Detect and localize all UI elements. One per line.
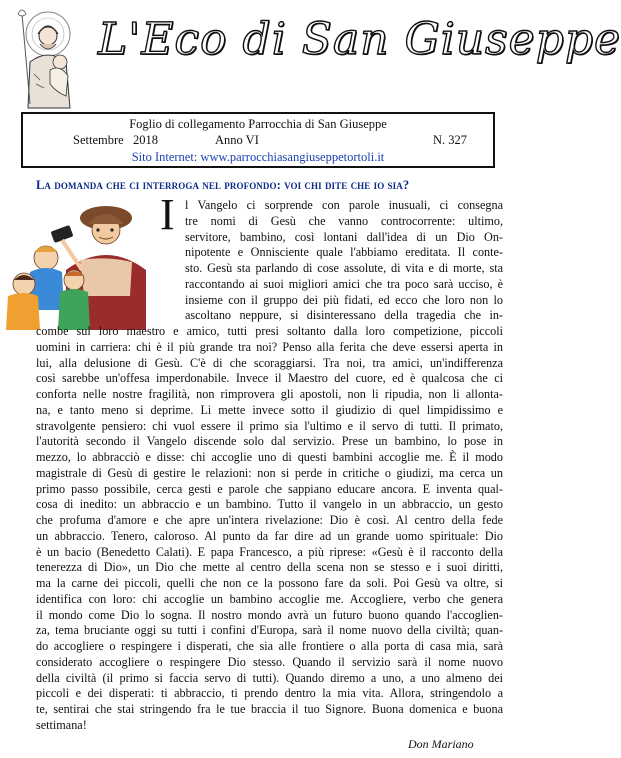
info-box (21, 112, 495, 168)
article-line: identifica con loro: chi accoglie un bambino accoglie me. Accogliere, verbo che genera (36, 591, 503, 606)
article-line: do accogliere o respingere i disperati, che sia alle frontiere o alla porta di casa mia, sarà (36, 639, 503, 653)
article-line: insieme con il gruppo dei più fidati, ed ecco che loro non lo (185, 292, 503, 307)
article-line: piccoli e dei disperati: ti abbraccio, ti prendo dentro la mia vita. Allora, stringendolo a (36, 686, 503, 701)
signature: Don Mariano (408, 737, 474, 751)
article-line: l Vangelo ci sorprende con parole inusuali, ci consegna (185, 198, 503, 212)
article-line: un abbraccio. Tenero, caloroso. Al punto da far dire ad un grande uomo spirituale: Dio (36, 528, 503, 543)
article-line: servitore, bambino, così lontani dall'idea di un Dio On- (185, 229, 503, 244)
article-line: il mondo come Dio lo sogna. Il nostro mondo avrà un futuro buono quando l'accoglien- (36, 607, 503, 622)
article-line: combe sul loro maestro e amico, tutti presi soltanto dalla loro competizione, piccoli (36, 324, 503, 338)
article-line: ma la carne dei piccoli, quelli che non ce la possono fare da soli. Poi Gesù va oltre, si (36, 576, 503, 590)
article-line: considerato accogliere o respingere Dio stesso. Quando il servizio sarà il nome nuovo (36, 654, 503, 669)
article-line: stravolgente pensiero: chi vuol essere il primo sia l'ultimo e il servo di tutti. Il primato, (36, 418, 503, 433)
article-line: ascoltano neppure, si disinteressano della tragedia che in- (185, 308, 503, 323)
article-line: sto. Gesù sta parlando di cose assolute, di vita e di morte, sta (185, 261, 503, 275)
article-line: l'autorità secondo il Vangelo discende solo dal servizio. Prese un bambino, lo pose in (36, 434, 503, 449)
article-line: lui, alla delusione di Gesù. C'è di che scoraggiarsi. Tra noi, tra amici, un'indifferenza (36, 355, 503, 370)
issue-volume: Anno VI (215, 133, 259, 147)
article-line: primo passo possibile, cerca gesti e parole che sappiano educare ancora. E inventa qual- (36, 481, 503, 496)
article-line: za, tema bruciante oggi su tutti i confini d'Europa, sarà il nome nuovo della civiltà; quan- (36, 623, 503, 638)
article-line: raccontando ai suoi migliori amici che tra poco sarà ucciso, è (185, 276, 503, 291)
article-line: conforta nelle nostre fragilità, non rimprovera gli apostoli, non li ripudia, non li allonta- (36, 387, 503, 401)
article-line: cosa di inedito: un abbraccio e un bambino. Tutto il vangelo in un abbraccio, un gesto (36, 497, 503, 512)
issue-number: N. 327 (433, 133, 468, 147)
article-line: mezzo, lo abbracciò e disse: chi accoglie uno di questi bambini accoglie me. È il modo (36, 450, 503, 464)
article-line: della civiltà (il primo si faccia servo di tutti). Quando diremo a uno, a uno almeno dei (36, 670, 503, 685)
article-line: tre nomi di Gesù che vanno controcorrente: ultimo, (185, 213, 503, 228)
article-line: tenerezza di Dio», un Dio che mette al centro della scena non se stesso e i suoi diritti, (36, 560, 503, 575)
subtitle: Foglio di collegamento Parrocchia di San Giuseppe (129, 117, 387, 131)
article-line: uomini in carriera: chi è il più grande tra noi? Penso alla ferita che deve essersi aperta in (36, 339, 503, 354)
masthead (0, 0, 621, 112)
website-link[interactable]: Sito Internet: www.parrocchiasangiuseppetortoli.it (131, 150, 385, 164)
issue-date: Settembre 2018 (73, 133, 159, 147)
article-line: magistrale di Gesù di gestire le relazioni: non si perde in critiche o giudizi, ma cerca un (36, 465, 503, 480)
saint-joseph-logo (10, 4, 86, 108)
article-line: è un bacio (Benedetto Calati). E papa Francesco, a più riprese: «Gesù è il racconto della (36, 544, 503, 559)
drop-cap: I (160, 190, 175, 239)
article-heading: La domanda che ci interroga nel profondo: voi chi dite che io sia? (36, 178, 410, 192)
newsletter-title: L'Eco di San Giuseppe (98, 14, 621, 65)
article-line: settimana! (36, 717, 87, 732)
article-line: che profuma d'amore e che apre un'intera rivelazione: Dio è così. Al centro della fede (36, 513, 503, 527)
selfie-illustration (6, 200, 156, 330)
article-line: così sarebbe un'offesa imperdonabile. Invece il Maestro del cuore, ed è qualcosa che ci (36, 371, 503, 386)
article-line: te, sentirai che stai stringendo fra le tue braccia il tuo Signore. Buona domenica e buona (36, 702, 503, 716)
article-line: na, e tanto meno si deprime. Li mette invece sotto il giudizio di quel limpidissimo e (36, 402, 503, 417)
article-line: nipotente e Onnisciente quale l'abbiamo ereditata. Il conte- (185, 245, 503, 260)
